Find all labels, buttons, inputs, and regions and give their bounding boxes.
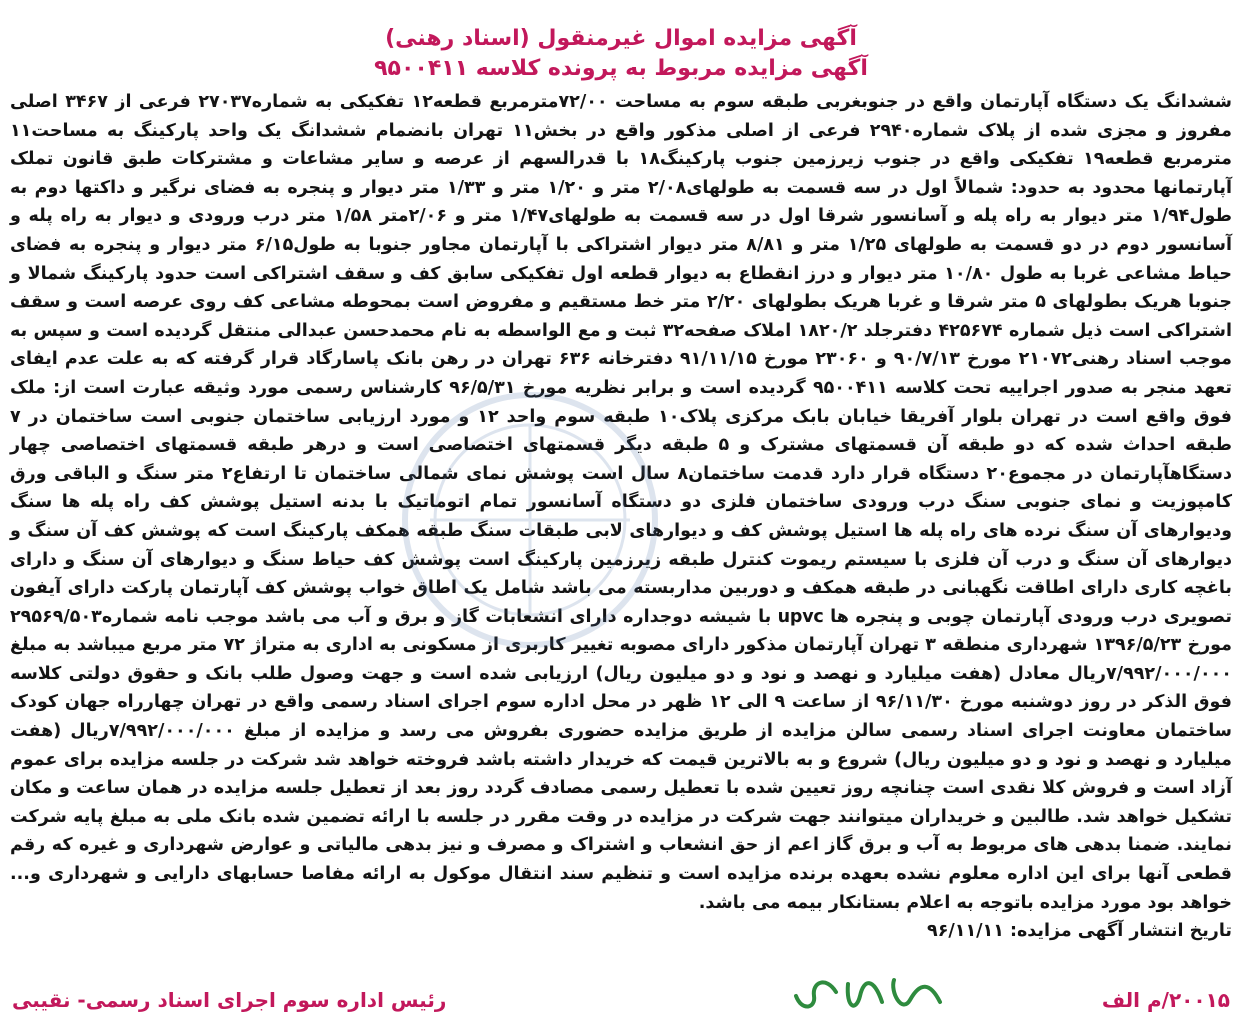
notice-subtitle: آگهی مزایده مربوط به پرونده کلاسه ۹۵۰۰۴۱۱ (374, 56, 868, 81)
signature: رئیس اداره سوم اجرای اسناد رسمی- نقیبی (12, 988, 447, 1012)
notice-header (10, 24, 1232, 84)
notice-footer (6, 980, 1236, 1016)
notice-title: آگهی مزایده اموال غیرمنقول (اسناد رهنی) (385, 26, 857, 51)
auction-notice (6, 4, 1236, 1020)
notice-body: ششدانگ یک دستگاه آپارتمان واقع در جنوبغربی طبقه سوم به مساحت ۷۲/۰۰مترمربع قطعه۱۲ تفکیکی به شماره۲۷۰۳۷ فرعی از ۳۴۶۷ اصلی مفروز و مجزی شده از پلاک شماره۲۹۴۰ فرعی از اصلی مذکور واقع در بخش۱۱ تهران بانضمام ششدانگ یک واحد پارکینگ به مساحت۱۱ مترمربع قطعه۱۹ تفکیکی واقع در جنوب زیرزمین جنوب پارکینگ۱۸ با قدرالسهم از عرصه و سایر مشاعات و مشترکات طبق قانون تملک آپارتمانها محدود به حدود: شمالاً اول در سه قسمت به طولهای۲/۰۸ متر و ۱/۲۰ متر و ۱/۳۳ متر دیوار و پنجره به فضای نرگیر و داکتها دوم به طول۱/۹۴ متر دیوار به راه پله و آسانسور شرقا اول در سه قسمت به طولهای۱/۴۷ متر و ۲/۰۶متر ۱/۵۸ متر درب ورودی و دیوار به راه پله و آسانسور دوم در دو قسمت به طولهای ۱/۲۵ متر و ۸/۸۱ متر دیوار اشتراکی با آپارتمان مجاور جنوبا به طول۶/۱۵ متر دیوار و پنجره به فضای حیاط مشاعی غربا به طول ۱۰/۸۰ متر دیوار و درز انقطاع به دیوار قطعه اول تفکیکی سابق کف و سقف اشتراکی است حدود پارکینگ شمالا و جنوبا هریک بطولهای ۵ متر شرقا و غربا هریک بطولهای ۲/۲۰ متر خط مستقیم و مفروض است بمحوطه مشاعی کف روی عرصه است و سقف اشتراکی است ذیل شماره ۴۲۵۶۷۴ دفترجلد ۱۸۲۰/۲ املاک صفحه۳۲ ثبت و مع الواسطه به نام محمدحسن عبدالی منتقل گردیده است و سپس به موجب اسناد رهنی۲۱۰۷۲ مورخ ۹۰/۷/۱۳ و ۲۳۰۶۰ مورخ ۹۱/۱۱/۱۵ دفترخانه ۶۳۶ تهران در رهن بانک پاسارگاد قرار گرفته که به علت عدم ایفای تعهد منجر به صدور اجراییه تحت کلاسه ۹۵۰۰۴۱۱ گردیده است و برابر نظریه مورخ ۹۶/۵/۳۱ کارشناس رسمی مورد وثیقه عبارت است از: ملک فوق واقع است در تهران بلوار آفریقا خیابان بابک مرکزی پلاک۱۰ طبقه سوم واحد ۱۲ و مورد ارزیابی ساختمان جنوبی است ساختمان در ۷ طبقه احداث شده که دو طبقه آن قسمتهای مشترک و ۵ طبقه دیگر قسمتهای اختصاصی است و درهر طبقه قسمتهای اختصاصی چهار دستگاهآپارتمان در مجموع۲۰ دستگاه قرار دارد قدمت ساختمان۸ سال است پوشش نمای شمالی ساختمان تا ارتفاع۲ متر سنگ و الباقی ورق کامپوزیت و نمای جنوبی سنگ درب ورودی ساختمان فلزی دو دستگاه آسانسور تمام اتوماتیک با بدنه استیل پوشش کف راه پله ها سنگ ودیوارهای آن سنگ نرده های راه پله ها استیل پوشش کف و دیوارهای لابی طبقات سنگ طبقه همکف پارکینگ است که پوشش کف آن سنگ و دیوارهای آن سنگ و درب آن فلزی با سیستم ریموت کنترل طبقه زیرزمین پارکینگ است پوشش کف حیاط سنگ و دیوارهای آن سنگ و دارای باغچه کاری دارای اطاقت نگهبانی در طبقه همکف و دوربین مداربسته می باشد شامل یک اطاق خواب پوشش کف آپارتمان پارکت دارای آیفون تصویری درب ورودی آپارتمان چوبی و پنجره ها upvc با شیشه دوجداره دارای انشعابات گاز و برق و آب می باشد موجب نامه شماره۲۹۵۶۹/۵۰۳ مورخ ۱۳۹۶/۵/۲۳ شهرداری منطقه ۳ تهران آپارتمان مذکور دارای مصوبه تغییر کاربری از مسکونی به اداری به متراژ ۷۲ متر مربع میباشد به مبلغ ۷/۹۹۲/۰۰۰/۰۰۰ریال معادل (هفت میلیارد و نهصد و نود و دو میلیون ریال) ارزیابی شده است و جهت وصول طلب بانک و حقوق دولتی کلاسه فوق الذکر در روز دوشنبه مورخ ۹۶/۱۱/۳۰ از ساعت ۹ الی ۱۲ ظهر در محل اداره سوم اجرای اسناد رسمی واقع در تهران چهارراه جهان کودک ساختمان معاونت اجرای اسناد رسمی سالن مزایده از طریق مزایده حضوری بفروش می رسد و مزایده از مبلغ ۷/۹۹۲/۰۰۰/۰۰۰ریال (هفت میلیارد و نهصد و نود و دو میلیون ریال) شروع و به بالاترین قیمت که خریدار داشته باشد فروخته خواهد شد شرکت در جلسه مزایده برای عموم آزاد است و فروش کلا نقدی است چنانچه روز تعیین شده با تعطیل رسمی مصادف گردد روز بعد از تعطیل جلسه مزایده در همان ساعت و مکان تشکیل خواهد شد. طالبین و خریداران میتوانند جهت شرکت در مزایده در وقت مقرر در جلسه با ارائه تضمین شده بانک ملی به مبلغ پایه شرکت نمایند. ضمنا بدهی های مربوط به آب و برق گاز اعم از حق انشعاب و اشتراک و مصرف و نیز بدهی مالیاتی و عوارض شهرداری و غیره که رقم قطعی آنها برای این اداره معلوم نشده بعهده برنده مزایده است و تنظیم سند انتقال موکول به ارائه مفاصا حسابهای دارایی و شهرداری و... خواهد بود مورد مزایده باتوجه به اعلام بستانکار بیمه می باشد. (10, 92, 1233, 913)
handwritten-number (790, 962, 960, 1022)
reference-code: ۲۰۰۱۵/م الف (1101, 988, 1230, 1012)
publish-date: تاریخ انتشار آگهی مزایده: ۹۶/۱۱/۱۱ (927, 921, 1232, 942)
